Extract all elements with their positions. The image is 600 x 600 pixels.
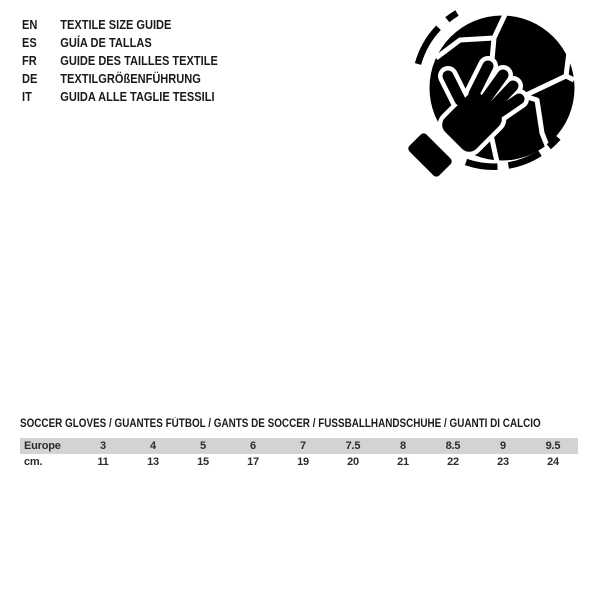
size-value-cell: 24 [547, 456, 559, 468]
size-value-cell: 5 [200, 440, 206, 452]
language-code: ES [22, 34, 37, 50]
language-label: GUÍA DE TALLAS [60, 34, 152, 50]
language-guide-list [22, 15, 252, 105]
size-value-cell: 21 [397, 456, 409, 468]
language-label: GUIDA ALLE TAGLIE TESSILI [60, 88, 215, 104]
size-value-cell: 7 [300, 440, 306, 452]
language-label: GUIDE DES TAILLES TEXTILE [60, 52, 218, 68]
size-table-row [20, 438, 578, 454]
size-value-cell: 9.5 [545, 440, 561, 452]
size-value-cell: 17 [247, 456, 259, 468]
size-value-cell: 7.5 [345, 440, 361, 452]
size-table [20, 438, 578, 470]
size-value-cell: 19 [297, 456, 309, 468]
size-table-row [20, 454, 578, 470]
size-value-cell: 23 [497, 456, 509, 468]
size-value-cell: 11 [97, 456, 109, 468]
size-value-cell: 13 [147, 456, 159, 468]
size-value-cell: 22 [447, 456, 459, 468]
size-value-cell: 9 [500, 440, 506, 452]
row-label: Europe [24, 440, 61, 452]
language-code: EN [22, 16, 38, 32]
size-table-title: SOCCER GLOVES / GUANTES FÚTBOL / GANTS DE SOCCER / FUSSBALLHANDSCHUHE / GUANTI DI CALCIO [20, 418, 541, 430]
language-label: TEXTILGRÖßENFÜHRUNG [60, 70, 201, 86]
goalkeeper-glove-ball-icon [400, 0, 600, 200]
language-guide-item [22, 69, 218, 87]
size-value-cell: 4 [150, 440, 156, 452]
row-label: cm. [24, 456, 43, 468]
size-value-cell: 20 [347, 456, 359, 468]
language-code: FR [22, 52, 37, 68]
size-value-cell: 6 [250, 440, 256, 452]
size-value-cell: 8.5 [445, 440, 461, 452]
size-value-cell: 8 [400, 440, 406, 452]
language-guide-item [22, 51, 218, 69]
language-guide-item [22, 15, 218, 33]
language-guide-item [22, 87, 218, 105]
language-label: TEXTILE SIZE GUIDE [60, 16, 172, 32]
size-value-cell: 15 [197, 456, 209, 468]
size-value-cell: 3 [100, 440, 106, 452]
language-guide-item [22, 33, 218, 51]
language-code: IT [22, 88, 32, 104]
language-code: DE [22, 70, 38, 86]
